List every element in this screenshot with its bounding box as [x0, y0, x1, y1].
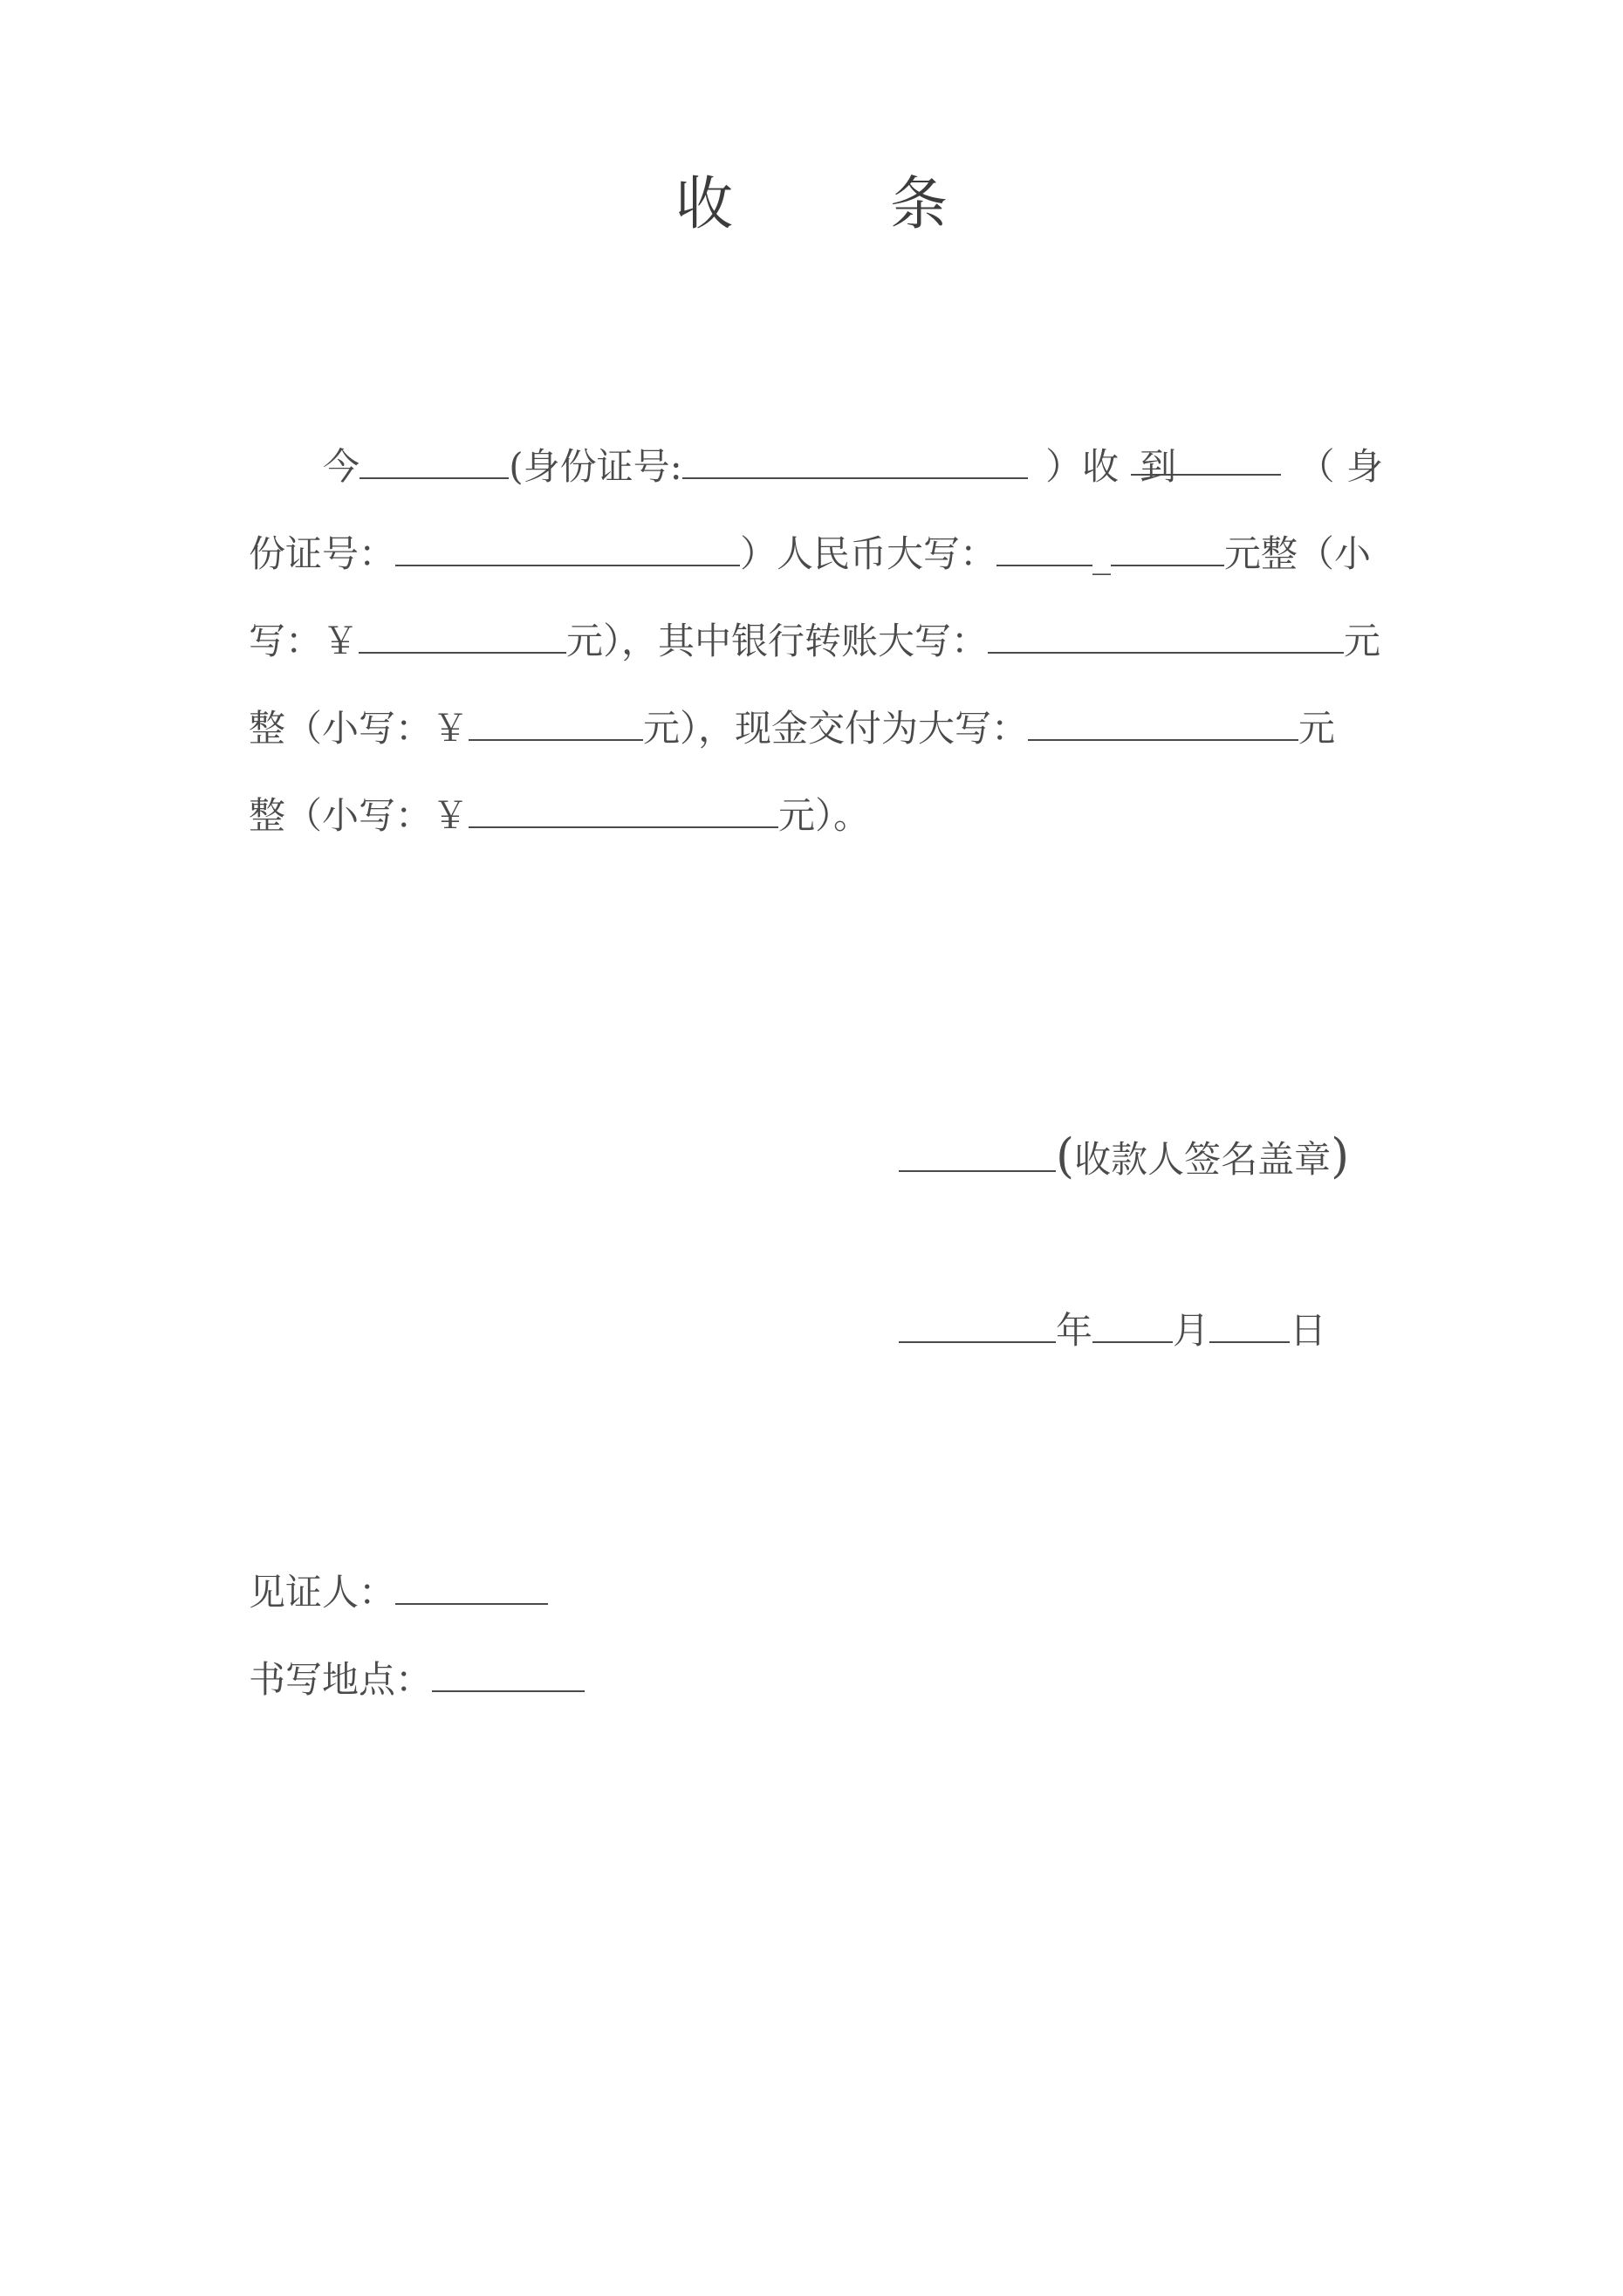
signature-paren-open: ( — [1056, 1128, 1075, 1183]
body-line-4 — [249, 703, 1383, 755]
day-blank[interactable] — [1209, 1306, 1290, 1343]
place-line — [249, 1654, 585, 1706]
text-lower-yen-1: 写：￥ — [249, 620, 360, 662]
text-dao: 到 — [1140, 445, 1177, 488]
cash-lower-blank[interactable] — [469, 792, 778, 828]
body-line-2 — [249, 528, 1383, 580]
text-id-label-2: 份证号： — [249, 532, 396, 575]
witness-label: 见证人： — [249, 1571, 396, 1614]
signature-blank[interactable] — [899, 1135, 1056, 1172]
cash-upper-blank[interactable] — [1028, 704, 1298, 741]
signature-line — [899, 1130, 1349, 1186]
text-id-label-1: (身份证号: — [509, 445, 682, 488]
year-label: 年 — [1056, 1309, 1093, 1352]
payer-name-blank[interactable] — [360, 442, 509, 479]
day-label: 日 — [1290, 1309, 1327, 1352]
month-label: 月 — [1173, 1309, 1210, 1352]
amount-lower-blank[interactable] — [359, 617, 566, 654]
year-blank[interactable] — [899, 1306, 1056, 1343]
document-title — [0, 157, 1623, 240]
place-blank[interactable] — [432, 1655, 585, 1692]
text-yuan-1: 元 — [1344, 620, 1381, 662]
bank-transfer-upper-blank[interactable] — [988, 617, 1344, 654]
text-yuan-zheng: 元整（小 — [1224, 532, 1372, 575]
text-yuan-end: 元）。 — [778, 794, 871, 837]
text-id-open: （ 身 — [1298, 445, 1383, 488]
text-lower-yen-3: 整（小写：￥ — [249, 794, 469, 837]
text-received: ）收 — [1045, 445, 1120, 488]
text-cash-upper: 元），现金交付为大写： — [643, 707, 1029, 750]
title-char-1: 收 — [675, 170, 733, 237]
date-line — [899, 1305, 1326, 1357]
payee-name-blank[interactable] — [1131, 441, 1280, 488]
signature-label: 收款人签名盖章 — [1074, 1138, 1332, 1181]
text-rmb-upper: ）人民币大写： — [740, 532, 997, 575]
bank-transfer-lower-blank[interactable] — [469, 704, 643, 741]
text-jin: 今 — [323, 445, 360, 488]
month-blank[interactable] — [1092, 1306, 1173, 1343]
amount-upper-blank-b[interactable] — [1111, 530, 1224, 566]
body-line-1 — [249, 441, 1383, 493]
text-yuan-2: 元 — [1298, 707, 1336, 750]
payer-id-blank[interactable] — [682, 442, 1028, 479]
text-lower-yen-2: 整（小写：￥ — [249, 707, 469, 750]
amount-upper-blank-a[interactable] — [996, 530, 1092, 566]
witness-line — [249, 1566, 548, 1619]
body-line-3 — [249, 615, 1383, 668]
payee-id-blank[interactable] — [395, 530, 740, 566]
title-char-2: 条 — [890, 170, 948, 237]
text-bank-transfer: 元），其中银行转账大写： — [566, 620, 989, 662]
witness-blank[interactable] — [395, 1568, 548, 1605]
body-line-5 — [249, 790, 1383, 842]
place-label: 书写地点： — [249, 1658, 433, 1701]
text-underscore: _ — [1092, 532, 1112, 575]
signature-paren-close: ) — [1331, 1128, 1350, 1183]
